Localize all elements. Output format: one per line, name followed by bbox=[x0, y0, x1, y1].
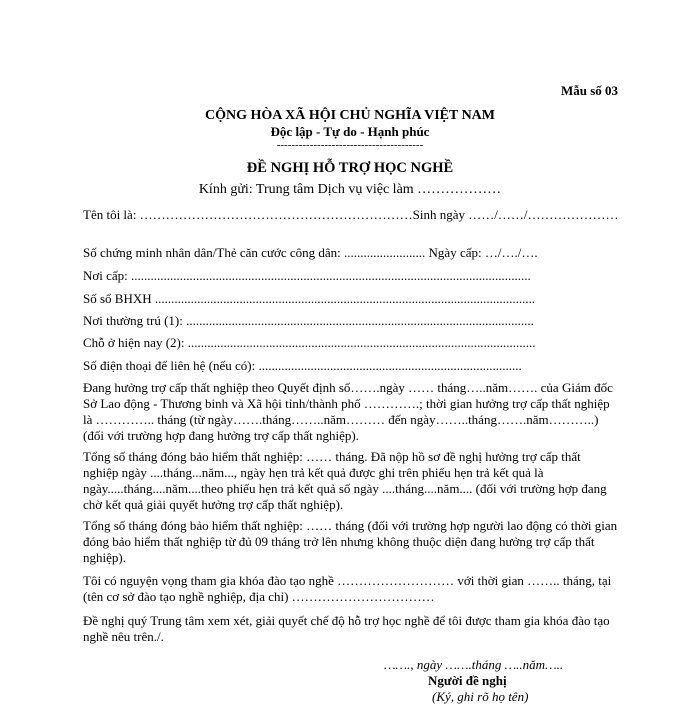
id-field: Số chứng minh nhân dân/Thẻ căn cước công dân: ......................... Ngày cấp: …/…./…. bbox=[83, 245, 538, 260]
document-title: ĐỀ NGHỊ HỖ TRỢ HỌC NGHỀ bbox=[246, 160, 454, 176]
recipient-line: Kính gửi: Trung tâm Dịch vụ việc làm ……………… bbox=[198, 182, 502, 197]
header-rule: ---------------------------------------- bbox=[276, 139, 424, 151]
signer-note: (Ký, ghi rõ họ tên) bbox=[432, 689, 529, 704]
signature-date-line: ……., ngày …….tháng …..năm….. bbox=[384, 657, 564, 672]
national-motto: Độc lập - Tự do - Hạnh phúc bbox=[270, 124, 430, 139]
form-number: Mẫu số 03 bbox=[560, 83, 618, 98]
national-title: CỘNG HÒA XÃ HỘI CHỦ NGHĨA VIỆT NAM bbox=[204, 108, 495, 123]
phone-field: Số điện thoại để liên hệ (nếu có): ................................................................................. bbox=[83, 358, 522, 373]
signer-title: Người đề nghị bbox=[428, 673, 507, 688]
current-residence-field: Chỗ ở hiện nay (2): ........................................................................................................... bbox=[83, 335, 536, 350]
request-paragraph: Đề nghị quý Trung tâm xem xét, giải quyết chế độ hỗ trợ học nghề để tôi được tham gia khóa đào tạo nghề nêu trên./. bbox=[83, 613, 610, 644]
not-eligible-paragraph: Tổng số tháng đóng bảo hiểm thất nghiệp: …… tháng (đối với trường hợp người lao động có thời gian đóng bảo hiểm thất nghiệp từ đủ 09 tháng trở lên nhưng không thuộc diện đang hưởng trợ cấp thất nghiệp). bbox=[83, 518, 618, 565]
social-insurance-field: Số sổ BHXH ..................................................................................................................... bbox=[83, 291, 536, 306]
training-wish-paragraph: Tôi có nguyện vọng tham gia khóa đào tạo nghề ……………………… với thời gian …….. tháng, tại (tên cơ sở đào tạo nghề nghiệp, địa chỉ) …………………………… bbox=[83, 573, 612, 604]
allowance-paragraph: Đang hưởng trợ cấp thất nghiệp theo Quyết định số…….ngày …… tháng…..năm……. của Giám đốc Sở Lao động - Thương binh và Xã hội tỉnh/thành phố ………….; thời gian hưởng trợ cấp thất nghiệp là ………….. tháng (từ ngày…….tháng……..năm……… đến ngày……..tháng…….năm………..) (đối với trường hợp đang hưởng trợ cấp thất nghiệp). bbox=[83, 380, 613, 443]
pending-paragraph: Tổng số tháng đóng bảo hiểm thất nghiệp: …… tháng. Đã nộp hồ sơ đề nghị hưởng trợ cấp thất nghiệp ngày ....tháng...năm..., ngày hẹn trả kết quả được ghi trên phiếu hẹn trả kết quả là ngày.....tháng....năm....theo phiếu hẹn trả kết quả số ngày ....tháng....năm.... (đối với trường hợp đang chờ kết quả giải quyết hưởng trợ cấp thất nghiệp). bbox=[83, 449, 607, 512]
issued-place-field: Nơi cấp: ........................................................................................................................... bbox=[83, 268, 531, 283]
name-field: Tên tôi là: ………………………………………………………Sinh ngày ……/……/………………… bbox=[83, 207, 619, 222]
permanent-residence-field: Nơi thường trú (1): ........................................................................................................... bbox=[83, 313, 534, 328]
